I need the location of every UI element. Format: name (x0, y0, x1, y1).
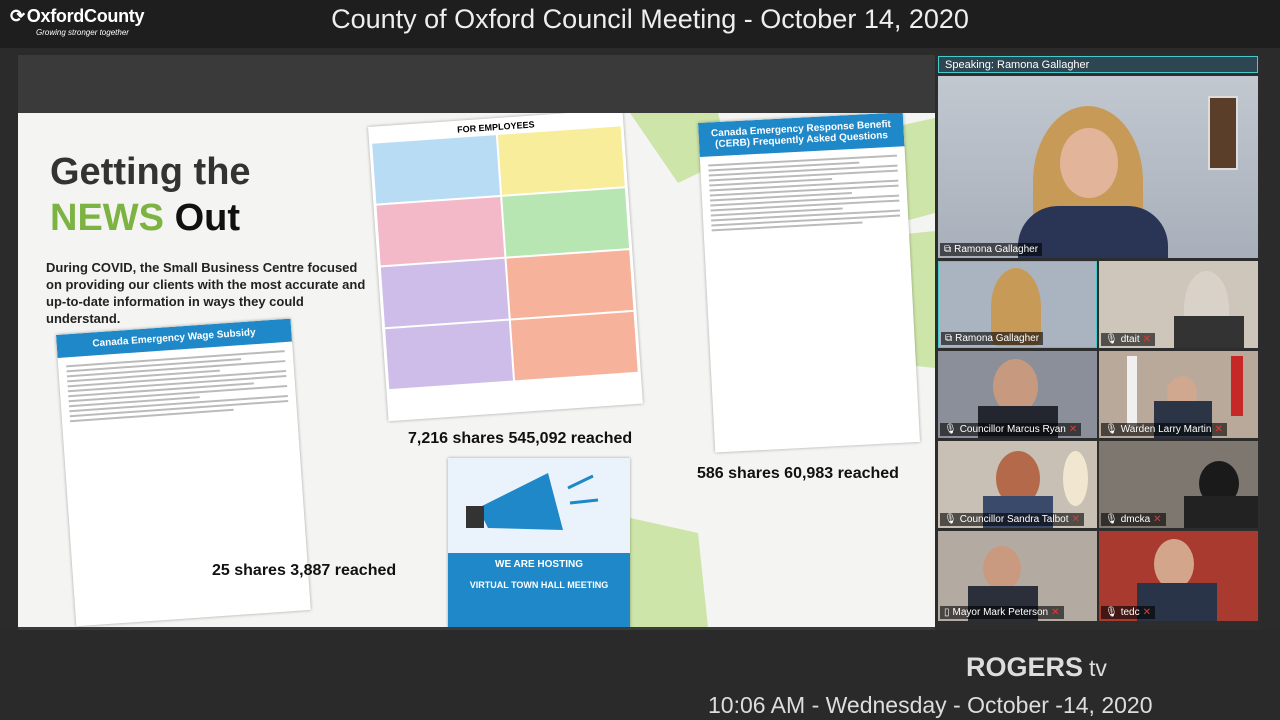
muted-icon: ✕ (1153, 514, 1162, 525)
video-tile-8-label (1101, 606, 1155, 619)
cerb-faq-doc (698, 113, 920, 453)
slide-heading (50, 149, 251, 241)
main-speaker-video[interactable] (938, 76, 1258, 258)
video-tile-2[interactable] (1099, 261, 1258, 348)
top-bar (0, 0, 1280, 48)
heading-news: NEWS (50, 197, 164, 239)
screen-share-icon: ⧉ (945, 333, 953, 344)
main-speaker-name: Ramona Gallagher (954, 244, 1039, 255)
wage-subsidy-doc (56, 319, 311, 627)
video-tile-4-label (1101, 423, 1227, 436)
video-tile-3[interactable] (938, 351, 1097, 438)
video-tile-5-name: Councillor Sandra Talbot (959, 514, 1069, 525)
video-tile-8-name: tedc (1120, 607, 1140, 618)
video-tile-5-label (940, 513, 1084, 526)
video-tile-8[interactable] (1099, 531, 1258, 621)
rogers-suffix: tv (1089, 655, 1107, 681)
townhall-heading: WE ARE HOSTING (495, 559, 583, 570)
main-speaker-label (940, 243, 1042, 256)
mic-off-icon: 🎙 (1105, 607, 1118, 618)
meeting-title: County of Oxford Council Meeting - October 14, 2020 (331, 4, 969, 34)
video-tile-3-label (940, 423, 1081, 436)
video-tile-1[interactable] (938, 261, 1097, 348)
presentation-slide (18, 113, 935, 627)
mic-off-icon: 🎙 (1105, 424, 1118, 435)
employees-title: FOR EMPLOYEES (456, 119, 535, 135)
heading-out: Out (174, 197, 240, 239)
stat-employees: 7,216 shares 545,092 reached (408, 430, 633, 447)
muted-icon: ✕ (1214, 424, 1223, 435)
speaking-indicator (938, 56, 1258, 73)
stat-cerb: 586 shares 60,983 reached (697, 465, 899, 482)
speaking-prefix: Speaking: (945, 59, 994, 71)
rogers-tv-logo (966, 652, 1107, 683)
mic-off-icon: 🎙 (944, 424, 957, 435)
stat-wage-subsidy: 25 shares 3,887 reached (212, 562, 397, 579)
video-tile-2-label (1101, 333, 1155, 346)
megaphone-icon (448, 458, 630, 548)
muted-icon: ✕ (1051, 607, 1060, 618)
muted-icon: ✕ (1142, 607, 1151, 618)
logo-swirl-icon: ⟳ (10, 6, 25, 26)
muted-icon: ✕ (1068, 424, 1078, 435)
video-tile-6[interactable] (1099, 441, 1258, 528)
video-tile-3-name: Councillor Marcus Ryan (959, 424, 1066, 435)
cerb-title: Canada Emergency Response Benefit (CERB) Frequently Asked Questions (698, 113, 904, 157)
townhall-subheading: VIRTUAL TOWN HALL MEETING (469, 580, 609, 590)
mic-off-icon: 🎙 (1105, 514, 1118, 525)
heading-line1: Getting the (50, 151, 251, 193)
video-tile-7[interactable] (938, 531, 1097, 621)
broadcast-clock: 10:06 AM - Wednesday - October -14, 2020 (708, 692, 1153, 718)
speaking-name: Ramona Gallagher (997, 59, 1090, 71)
townhall-flyer (448, 458, 630, 627)
video-tile-4[interactable] (1099, 351, 1258, 438)
video-tile-5[interactable] (938, 441, 1097, 528)
employees-doc (368, 113, 643, 421)
video-tile-7-label (940, 606, 1064, 619)
wage-subsidy-title: Canada Emergency Wage Subsidy (56, 319, 292, 358)
video-tile-6-label (1101, 513, 1166, 526)
phone-icon: ▯ (944, 607, 950, 618)
slide-body-text: During COVID, the Small Business Centre focused on providing our clients with the most accurate and up-to-date information in ways they could understand. (46, 260, 366, 326)
muted-icon: ✕ (1142, 334, 1151, 345)
rogers-brand: ROGERS (966, 652, 1084, 682)
mic-off-icon: 🎙 (944, 514, 957, 525)
video-tile-2-name: dtait (1120, 334, 1140, 345)
video-tile-6-name: dmcka (1120, 514, 1151, 525)
video-tile-1-label (941, 332, 1043, 345)
mic-off-icon: 🎙 (1105, 334, 1118, 345)
logo-name: OxfordCounty (26, 6, 145, 26)
logo-tagline: Growing stronger together (36, 28, 129, 37)
screen-share-icon: ⧉ (944, 244, 952, 255)
oxford-county-logo (10, 6, 144, 37)
video-tile-4-name: Warden Larry Martin (1120, 424, 1212, 435)
video-tile-1-name: Ramona Gallagher (955, 333, 1040, 344)
video-tile-7-name: Mayor Mark Peterson (952, 607, 1049, 618)
muted-icon: ✕ (1071, 514, 1080, 525)
